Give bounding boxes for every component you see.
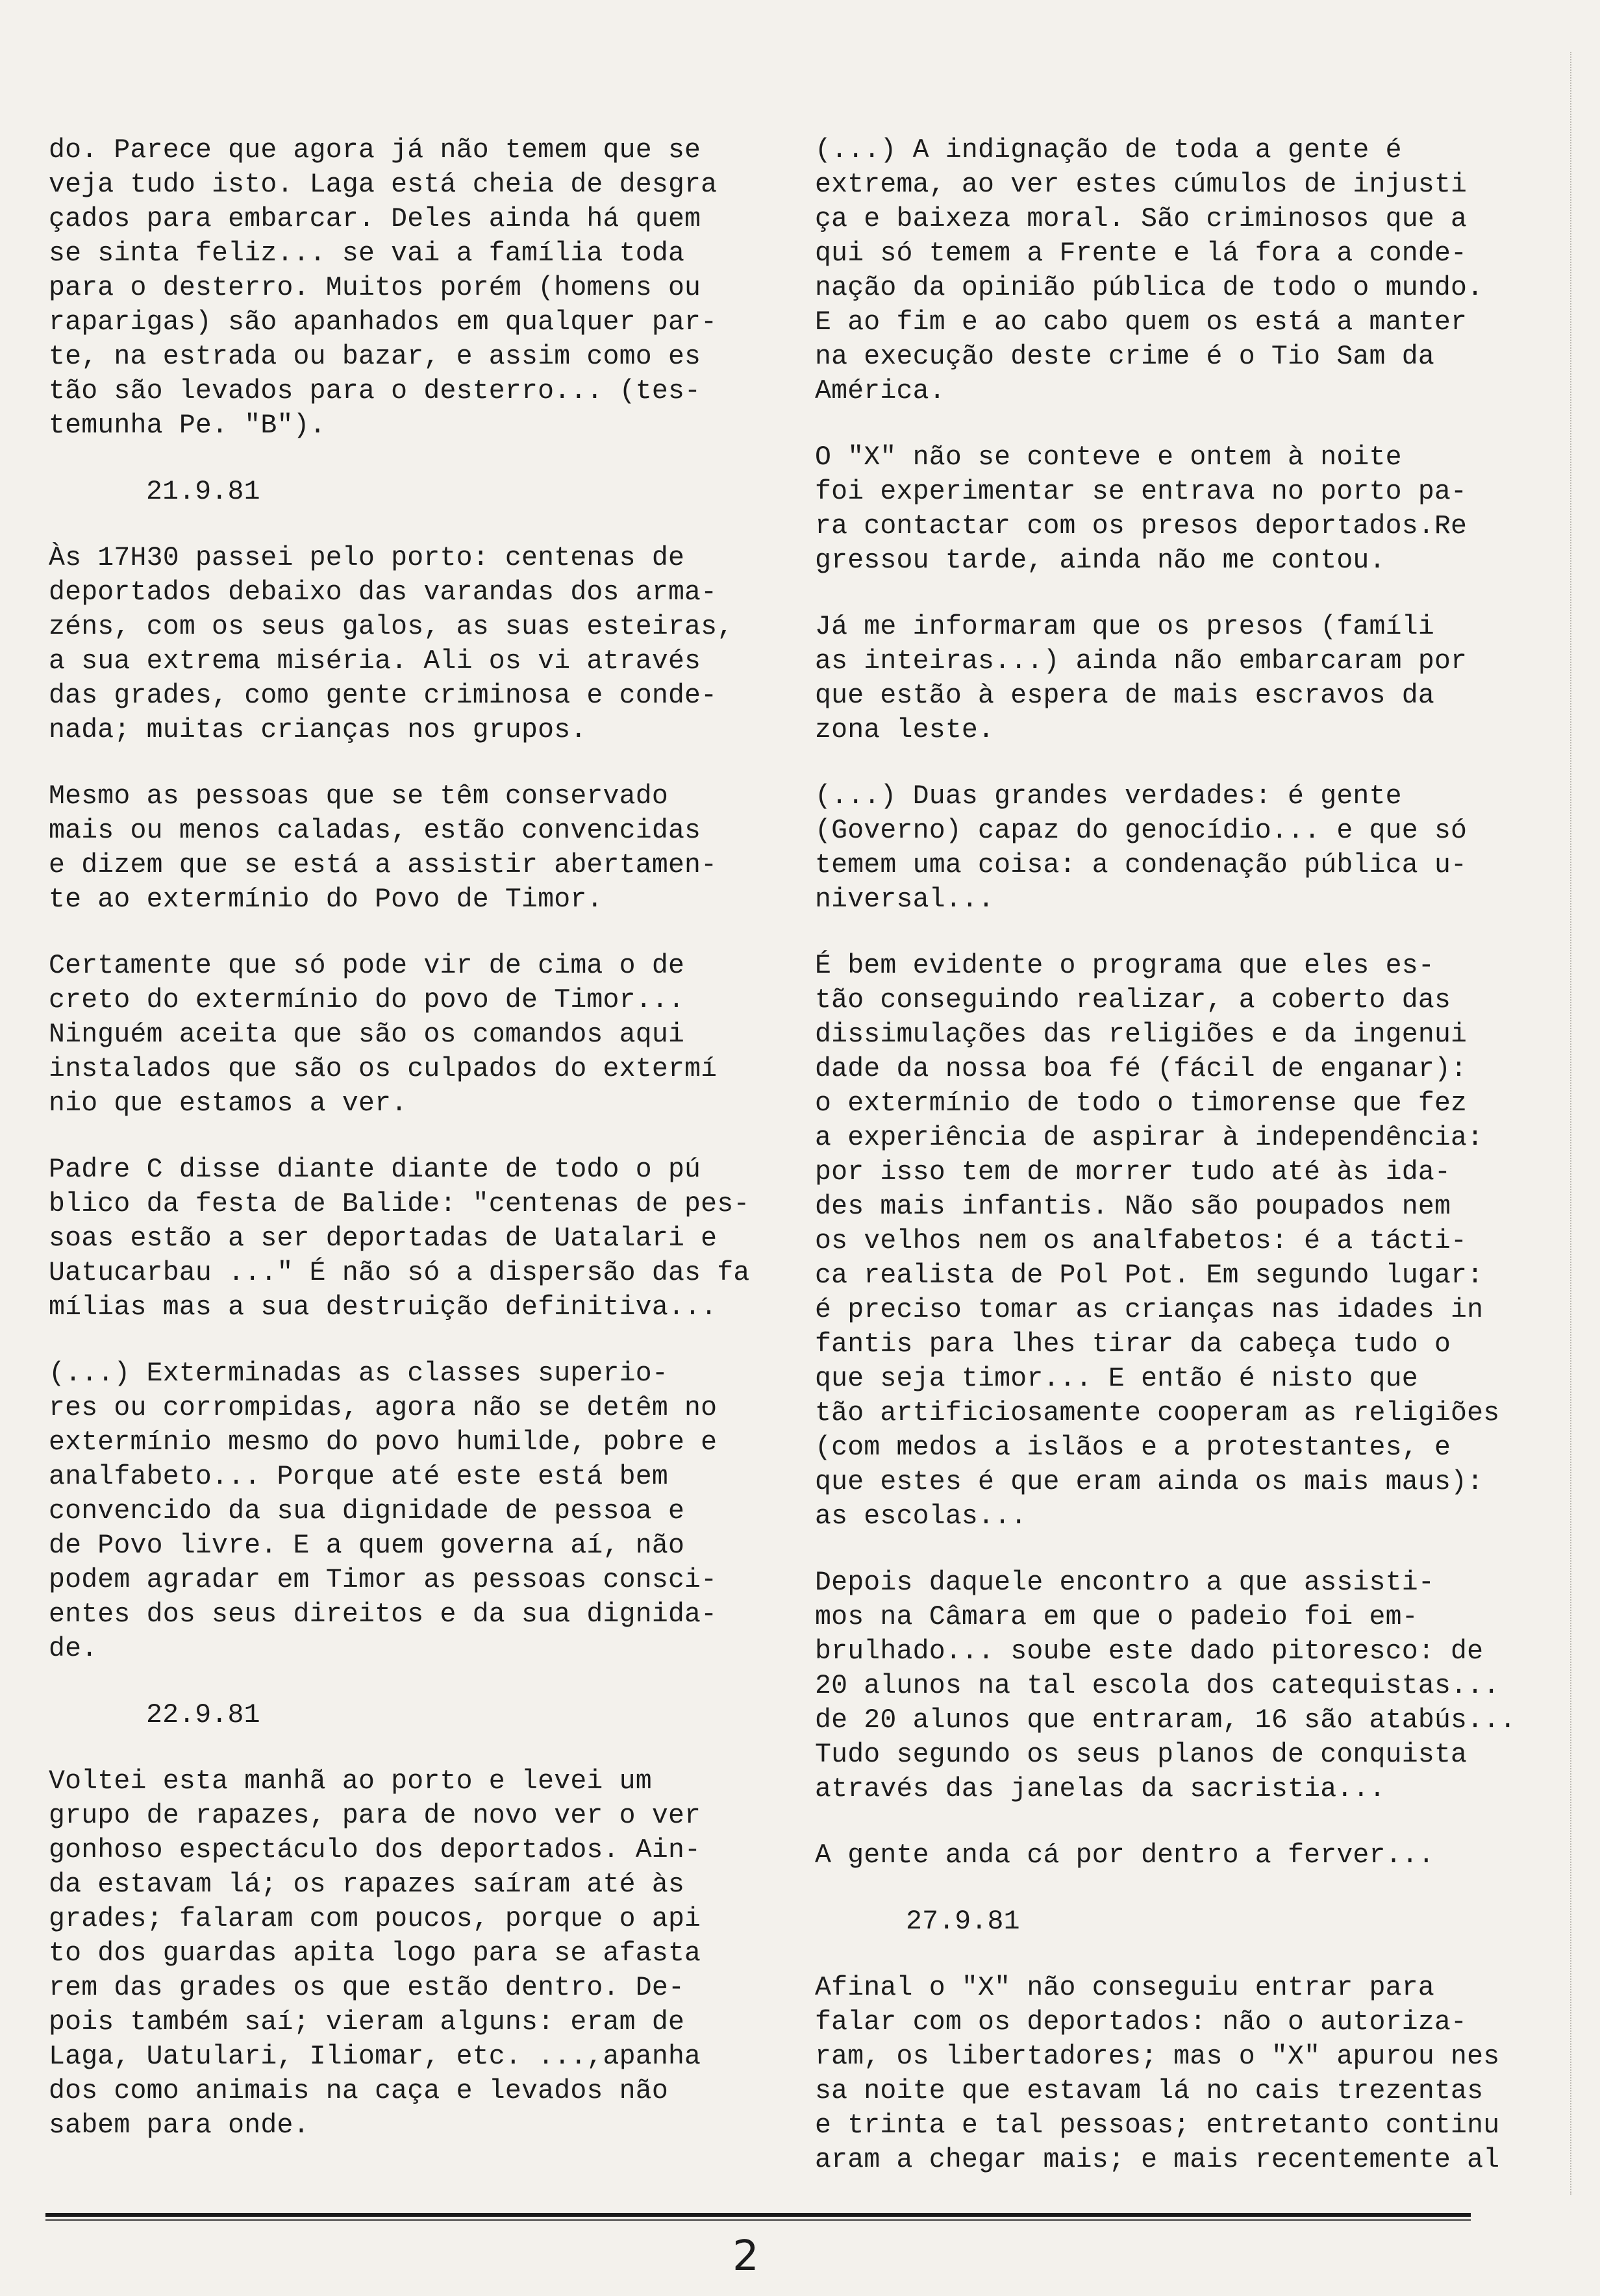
entry-date: 27.9.81 [906,1906,1020,1937]
paragraph: Padre C disse diante diante de todo o pú blico da festa de Balide: "centenas de pes- soas estão a ser deportadas de Uatalari e Uatucarbau ..." É não só a dispersão das fa mílias mas a sua destruição definitiva... [49,1154,750,1323]
paragraph: Certamente que só pode vir de cima o de creto do extermínio do povo de Timor... Ninguém aceita que são os comandos aqui instalados que são os culpados do extermí nio que estamos a ver. [49,951,718,1119]
paragraph: É bem evidente o programa que eles es- tão conseguindo realizar, a coberto das dissimulações das religiões e da ingenui dade da nossa boa fé (fácil de enganar): o extermínio de todo o timorense que fez a experiência de aspirar à independência: por isso tem de morrer tudo até às ida- des mais infantis. Não são poupados nem os velhos nem os analfabetos: é a tácti- ca realista de Pol Pot. Em segundo lugar: é preciso tomar as crianças nas idades in fantis para lhes tirar da cabeça tudo o que seja timor... E então é nisto que tão artificiosamente cooperam as religiões (com medos a islãos e a protestantes, e que estes é que eram ainda os mais maus): as escolas... [815,951,1500,1532]
paragraph: A gente anda cá por dentro a ferver... [815,1840,1434,1871]
entry-date: 22.9.81 [146,1700,260,1730]
paragraph: (...) A indignação de toda a gente é extrema, ao ver estes cúmulos de injusti ça e baixeza moral. São criminosos que a qui só temem a Frente e lá fora a conde- nação da opinião pública de todo o mundo. E ao fim e ao cabo quem os está a manter na execução deste crime é o Tio Sam da América. [815,135,1484,406]
entry-date: 21.9.81 [146,477,260,507]
footer-rule-thin [45,2219,1471,2221]
paragraph: (...) Exterminadas as classes superio- res ou corrompidas, agora não se detêm no extermínio mesmo do povo humilde, pobre e analfabeto... Porque até este está bem convencido da sua dignidade de pessoa e de Povo livre. E a quem governa aí, não podem agradar em Timor as pessoas consci- entes dos seus direitos e da sua dignida- de. [49,1358,718,1664]
paragraph: (...) Duas grandes verdades: é gente (Governo) capaz do genocídio... e que só temem uma coisa: a condenação pública u- niversal... [815,781,1468,915]
paragraph: Afinal o "X" não conseguiu entrar para falar com os deportados: não o autoriza- ram, os libertadores; mas o "X" apurou nes sa noite que estavam lá no cais trezentas e trinta e tal pessoas; entretanto continu aram a chegar mais; e mais recentemente al [815,1973,1500,2175]
paragraph: Voltei esta manhã ao porto e levei um grupo de rapazes, para de novo ver o ver gonhoso espectáculo dos deportados. Ain- da estavam lá; os rapazes saíram até às grades; falaram com poucos, porque o api to dos guardas apita logo para se afasta rem das grades os que estão dentro. De- pois também saí; vieram alguns: eram de Laga, Uatulari, Iliomar, etc. ...,apanha dos como animais na caça e levados não sabem para onde. [49,1766,701,2141]
page-number: 2 [732,2232,759,2280]
paragraph: Já me informaram que os presos (famíli as inteiras...) ainda não embarcaram por que estão à espera de mais escravos da zona leste. [815,612,1468,745]
footer-rule [45,2213,1471,2217]
paragraph: Mesmo as pessoas que se têm conservado mais ou menos caladas, estão convencidas e dizem que se está a assistir abertamen- te ao extermínio do Povo de Timor. [49,781,718,915]
paragraph: Depois daquele encontro a que assisti- mos na Câmara em que o padeio foi em- brulhado... soube este dado pitoresco: de 20 alunos na tal escola dos catequistas... de 20 alunos que entraram, 16 são atabús... Tudo segundo os seus planos de conquista através das janelas da sacristia... [815,1567,1516,1804]
right-column [815,133,1516,2209]
paragraph: O "X" não se conteve e ontem à noite foi experimentar se entrava no porto pa- ra contactar com os presos deportados.Re gressou tarde, ainda não me contou. [815,442,1468,576]
left-column [49,133,776,2175]
paragraph: do. Parece que agora já não temem que se veja tudo isto. Laga está cheia de desgra çados para embarcar. Deles ainda há quem se sinta feliz... se vai a família toda para o desterro. Muitos porém (homens ou raparigas) são apanhados em qualquer par- te, na estrada ou bazar, e assim como es tão são levados para o desterro... (tes- temunha Pe. "B"). [49,135,718,441]
binding-edge [1570,52,1573,2195]
paragraph: Às 17H30 passei pelo porto: centenas de deportados debaixo das varandas dos arma- zéns, com os seus galos, as suas esteiras, a sua extrema miséria. Ali os vi através das grades, como gente criminosa e conde- nada; muitas crianças nos grupos. [49,543,734,745]
